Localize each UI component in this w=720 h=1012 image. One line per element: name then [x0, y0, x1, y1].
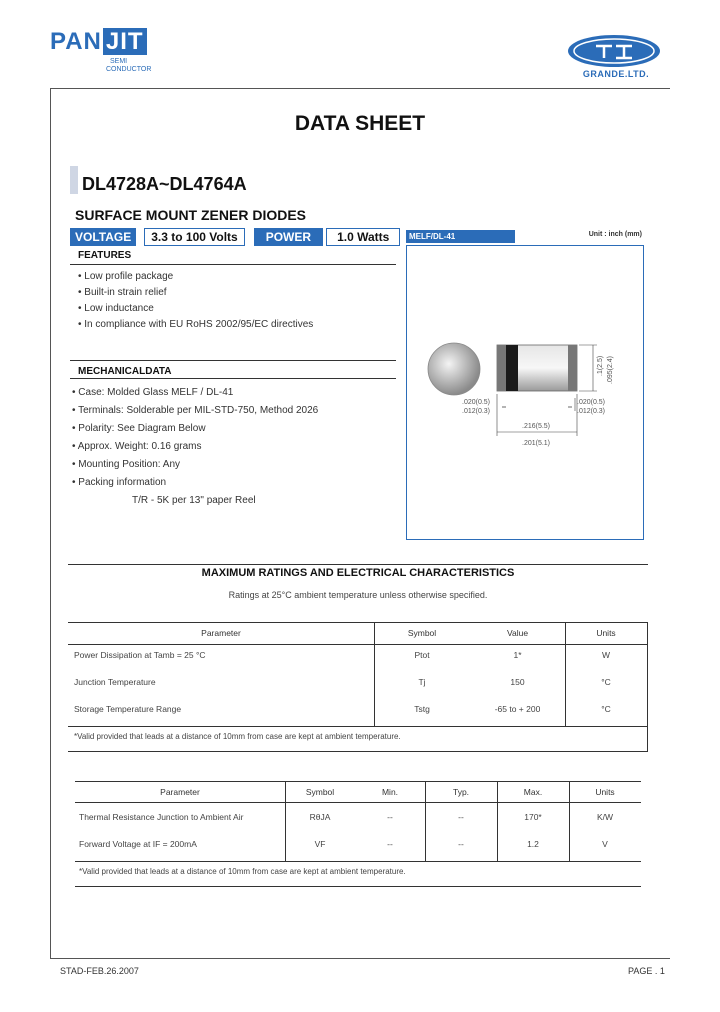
dim-height-a: .1(2.5): [597, 355, 604, 376]
list-item: • Mounting Position: Any: [72, 459, 181, 470]
dim-right-a: .020(0.5): [577, 399, 606, 406]
part-number: DL4728A~DL4764A: [82, 174, 247, 194]
col-symbol: Symbol: [407, 628, 437, 638]
dim-left-b: .012(0.3): [462, 408, 491, 415]
list-item: • In compliance with EU RoHS 2002/95/EC directives: [78, 319, 314, 330]
mechanical-heading: MECHANICALDATA: [78, 366, 172, 377]
brand-text: PAN: [50, 28, 102, 55]
col-max: Max.: [523, 787, 543, 797]
col-typ: Typ.: [452, 787, 470, 797]
part-number-accent: [70, 166, 78, 194]
list-item: • Terminals: Solderable per MIL-STD-750, Method 2026: [72, 405, 319, 416]
dim-left-a: .020(0.5): [462, 399, 491, 406]
page-title: DATA SHEET: [294, 112, 426, 135]
frame-top-rule: [50, 88, 670, 89]
spec-bar: [70, 228, 400, 246]
product-subtitle: SURFACE MOUNT ZENER DIODES: [75, 207, 307, 223]
frame-bottom-rule: [50, 958, 670, 959]
dim-height-b: .095(2.4): [607, 355, 614, 384]
list-item: • Built-in strain relief: [78, 287, 167, 298]
frame-left-rule: [50, 88, 51, 958]
ratings-footnote: *Valid provided that leads at a distance of 10mm from case are kept at ambient temperature.: [74, 732, 401, 741]
footer-date: STAD-FEB.26.2007: [60, 966, 139, 976]
package-header: [406, 230, 644, 243]
list-item: • Approx. Weight: 0.16 grams: [72, 441, 202, 452]
voltage-label: VOLTAGE: [70, 228, 136, 246]
partner-name: GRANDE.LTD.: [582, 69, 650, 79]
features-list: [78, 269, 313, 333]
dim-length-b: .201(5.1): [522, 440, 551, 447]
list-item: • Case: Molded Glass MELF / DL-41: [72, 387, 234, 398]
package-name: MELF/DL-41: [406, 230, 515, 243]
features-rule: [70, 264, 396, 265]
table-row: Power Dissipation at Tamb = 25 °C Ptot 1* W: [74, 650, 611, 660]
list-item: • Low profile package: [78, 271, 174, 282]
list-item: • Packing information: [72, 477, 167, 488]
footer-page: PAGE . 1: [628, 966, 665, 976]
voltage-value: 3.3 to 100 Volts: [144, 228, 244, 246]
package-unit: Unit : inch (mm): [588, 231, 642, 238]
col-units: Units: [595, 787, 615, 797]
table-row: Junction Temperature Tj 150 °C: [74, 677, 611, 687]
list-item: • Polarity: See Diagram Below: [72, 423, 206, 434]
brand-subtitle: [106, 58, 151, 74]
power-value: 1.0 Watts: [326, 228, 400, 246]
grande-logo-icon: [566, 34, 662, 70]
col-units: Units: [596, 628, 616, 638]
ratings-top-rule: [68, 564, 648, 565]
col-symbol: Symbol: [305, 787, 335, 797]
ratings-table: [68, 622, 648, 752]
packing-detail: T/R - 5K per 13" paper Reel: [132, 495, 256, 506]
table-row: Forward Voltage at IF = 200mA VF -- -- 1.2 V: [79, 839, 608, 849]
dim-right-b: .012(0.3): [577, 408, 606, 415]
mechanical-top-rule: [70, 360, 396, 361]
features-heading: FEATURES: [78, 250, 132, 261]
panjit-logo: [50, 30, 147, 54]
table-row: Thermal Resistance Junction to Ambient Air RθJA -- -- 170* K/W: [79, 812, 614, 822]
mechanical-list: [72, 384, 318, 510]
list-item: • Low inductance: [78, 303, 154, 314]
package-drawing: [406, 245, 644, 540]
mechanical-rule: [70, 378, 396, 379]
power-label: POWER: [254, 228, 323, 246]
col-value: Value: [506, 628, 529, 638]
thermal-table: [75, 781, 641, 887]
ratings-note: Ratings at 25°C ambient temperature unless otherwise specified.: [228, 590, 488, 600]
col-parameter: Parameter: [201, 628, 241, 638]
thermal-footnote: *Valid provided that leads at a distance of 10mm from case are kept at ambient temperature.: [79, 867, 406, 876]
dim-length-a: .216(5.5): [522, 423, 551, 430]
brand-sub-line2: CONDUCTOR: [106, 66, 152, 73]
table-row: Storage Temperature Range Tstg -65 to + 200 °C: [74, 704, 611, 714]
melf-diagram-icon: [407, 246, 643, 539]
col-parameter: Parameter: [160, 787, 200, 797]
brand-suffix: JIT: [103, 28, 147, 55]
ratings-heading: MAXIMUM RATINGS AND ELECTRICAL CHARACTERISTICS: [201, 567, 515, 579]
brand-sub-line1: SEMI: [110, 58, 128, 65]
col-min: Min.: [381, 787, 399, 797]
